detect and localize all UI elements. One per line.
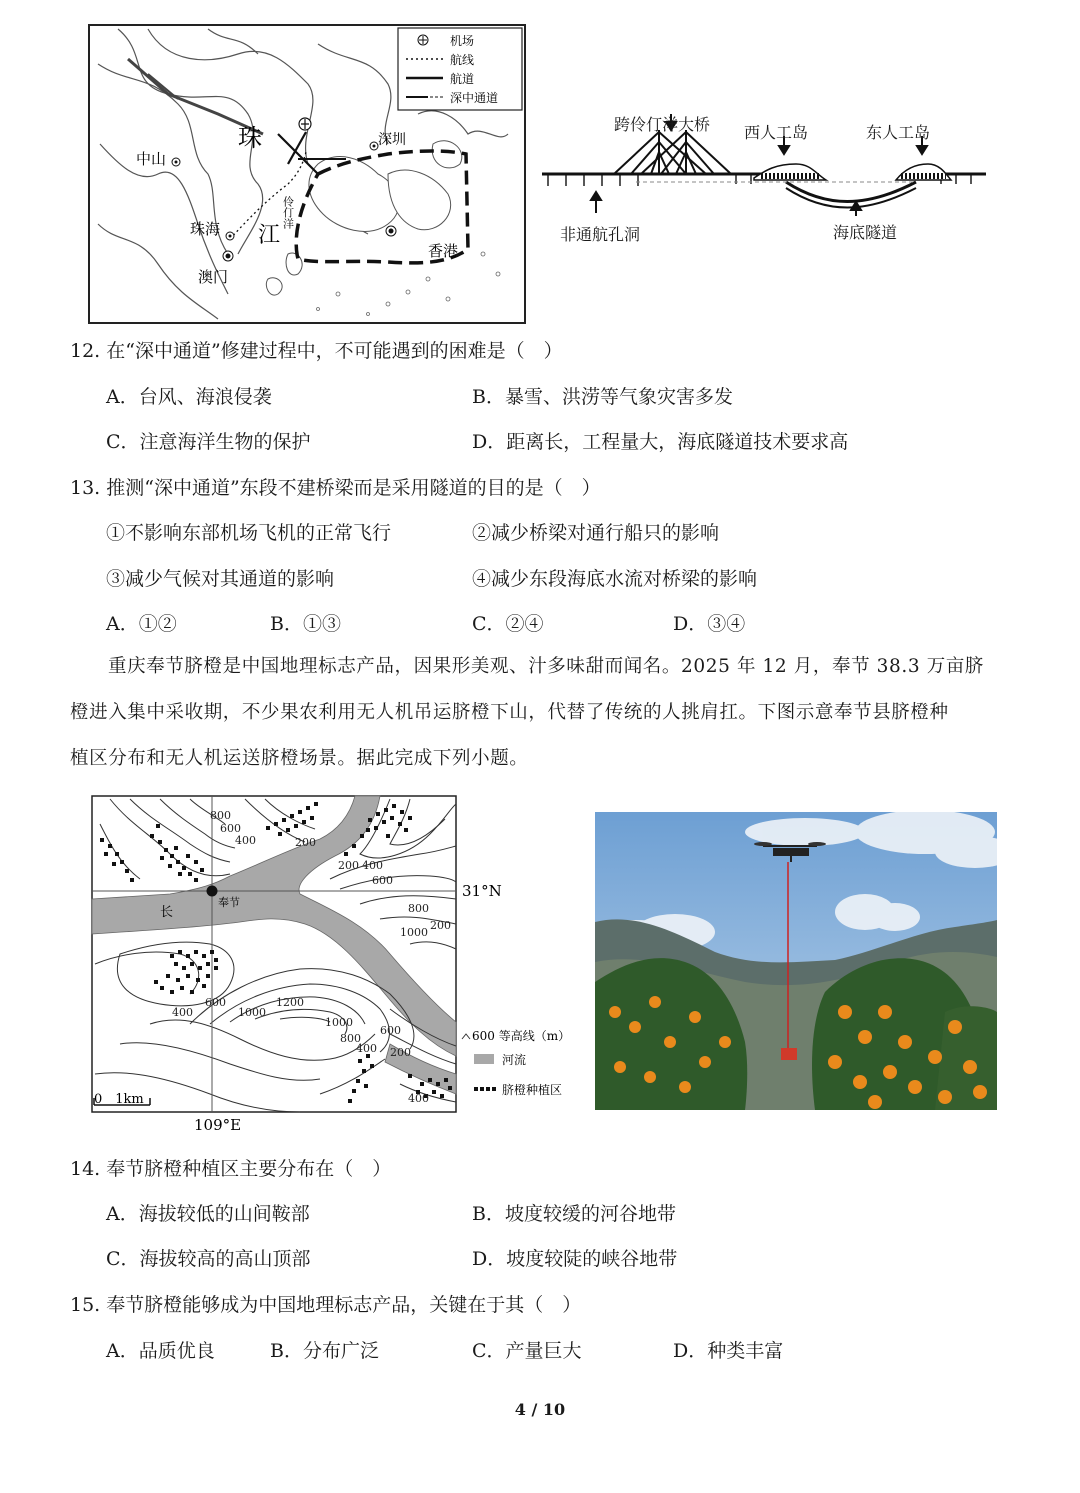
q15-option-a: A．品质优良 — [106, 1340, 215, 1362]
contour-label-400d: 400 — [356, 1042, 377, 1055]
drone-orange-photo — [595, 812, 997, 1110]
pearl-river-map — [88, 24, 526, 324]
q14-option-d: D．坡度较陡的峡谷地带 — [472, 1248, 678, 1270]
legend-river: 河流 — [502, 1053, 527, 1067]
label-zhuhai: 珠海 — [190, 220, 221, 238]
pearl-river-map-svg — [88, 24, 526, 324]
q13-statement-2: ②减少桥梁对通行船只的影响 — [472, 522, 720, 544]
q14-stem: 14. 奉节脐橙种植区主要分布在（ ） — [70, 1158, 392, 1180]
passage-line-1: 重庆奉节脐橙是中国地理标志产品，因果形美观、汁多味甜而闻名。2025 年 12 月，奉节 38.3 万亩脐 — [108, 656, 985, 677]
contour-label-600a: 600 — [220, 822, 241, 835]
contour-label-200a: 200 — [295, 836, 316, 849]
contour-label-400b: 400 — [362, 859, 383, 872]
q13-option-c: C．②④ — [472, 613, 544, 635]
q13-option-d: D．③④ — [673, 613, 746, 635]
q12-option-d: D．距离长，工程量大，海底隧道技术要求高 — [472, 431, 849, 453]
label-west-island: 西人工岛 — [744, 123, 809, 142]
passage-line-2: 橙进入集中采收期，不少果农利用无人机吊运脐橙下山，代替了传统的人挑肩扛。下图示意奉节县脐橙种 — [70, 702, 949, 723]
river-char-label: 长 — [160, 905, 174, 920]
q12-option-b: B．暴雪、洪涝等气象灾害多发 — [472, 386, 733, 408]
contour-label-200c: 200 — [430, 919, 451, 932]
q13-statement-1: ①不影响东部机场飞机的正常飞行 — [106, 522, 392, 544]
legend-contour: 600 等高线（m） — [472, 1029, 571, 1043]
q13-option-a: A．①② — [106, 613, 177, 635]
legend-air-route: 航线 — [450, 53, 475, 67]
q13-stem: 13. 推测“深中通道”东段不建桥梁而是采用隧道的目的是（ ） — [70, 477, 601, 499]
label-lingdingyang: 伶仃洋 — [281, 196, 295, 229]
contour-label-600c: 600 — [205, 996, 226, 1009]
q12-option-a: A．台风、海浪侵袭 — [106, 386, 272, 408]
contour-label-800a: 800 — [210, 809, 231, 822]
legend-orchard: 脐橙种植区 — [502, 1083, 563, 1097]
label-east-island: 东人工岛 — [866, 123, 931, 142]
contour-label-1000a: 1000 — [400, 926, 428, 939]
q12-stem: 12. 在“深中通道”修建过程中，不可能遇到的困难是（ ） — [70, 340, 563, 362]
q13-statement-3: ③减少气候对其通道的影响 — [106, 568, 335, 590]
passage — [70, 644, 1020, 782]
q13-statement-4: ④减少东段海底水流对桥梁的影响 — [472, 568, 758, 590]
q14-option-b: B．坡度较缓的河谷地带 — [472, 1203, 676, 1225]
q15-stem: 15. 奉节脐橙能够成为中国地理标志产品，关键在于其（ ） — [70, 1294, 582, 1316]
contour-label-200b: 200 — [338, 859, 359, 872]
legend-tunnel: 深中通道 — [450, 91, 499, 105]
label-undersea-tunnel: 海底隧道 — [833, 223, 898, 242]
label-bridge: 跨伶仃洋大桥 — [614, 115, 711, 134]
scale-bar-label: 0 1km — [94, 1092, 144, 1107]
contour-label-200d: 200 — [390, 1046, 411, 1059]
legend-airport: 机场 — [450, 34, 475, 48]
fengjie-town-dot — [207, 886, 218, 897]
contour-label-1000b: 1000 — [238, 1006, 266, 1019]
longitude-label: 109°E — [194, 1116, 242, 1134]
airport-icon — [299, 118, 311, 130]
contour-label-400a: 400 — [235, 834, 256, 847]
q13-option-b: B．①③ — [270, 613, 341, 635]
legend-sea-route: 航道 — [450, 72, 475, 86]
bridge-profile — [536, 108, 996, 248]
q15-option-c: C．产量巨大 — [472, 1340, 582, 1362]
passage-line-3: 植区分布和无人机运送脐橙场景。据此完成下列小题。 — [70, 748, 529, 769]
label-macau: 澳门 — [198, 268, 229, 286]
label-hongkong: 香港 — [428, 242, 459, 260]
label-culvert: 非通航孔洞 — [560, 225, 641, 244]
label-shenzhen: 深圳 — [378, 132, 406, 148]
q14-option-c: C．海拔较高的高山顶部 — [106, 1248, 311, 1270]
q15-option-d: D．种类丰富 — [673, 1340, 784, 1362]
contour-label-600d: 600 — [380, 1024, 401, 1037]
contour-label-1000c: 1000 — [325, 1016, 353, 1029]
drone-orange-photo-svg — [595, 812, 997, 1110]
contour-label-400e: 400 — [408, 1092, 429, 1105]
q12-option-c: C．注意海洋生物的保护 — [106, 431, 311, 453]
contour-label-1200: 1200 — [276, 996, 304, 1009]
contour-label-800c: 800 — [340, 1032, 361, 1045]
contour-label-800b: 800 — [408, 902, 429, 915]
label-jiang: 江 — [258, 223, 281, 248]
orange-basket — [781, 1048, 797, 1060]
page-number: 4 / 10 — [514, 1400, 566, 1419]
contour-label-600b: 600 — [372, 874, 393, 887]
label-zhongshan: 中山 — [136, 150, 167, 168]
q15-option-b: B．分布广泛 — [270, 1340, 379, 1362]
contour-label-400c: 400 — [172, 1006, 193, 1019]
fengjie-label: 奉节 — [218, 896, 240, 909]
latitude-label: 31°N — [462, 882, 502, 900]
fengjie-contour-map — [90, 794, 590, 1134]
q14-option-a: A．海拔较低的山间鞍部 — [106, 1203, 310, 1225]
label-zhu: 珠 — [238, 124, 262, 152]
fengjie-contour-svg — [90, 794, 590, 1134]
